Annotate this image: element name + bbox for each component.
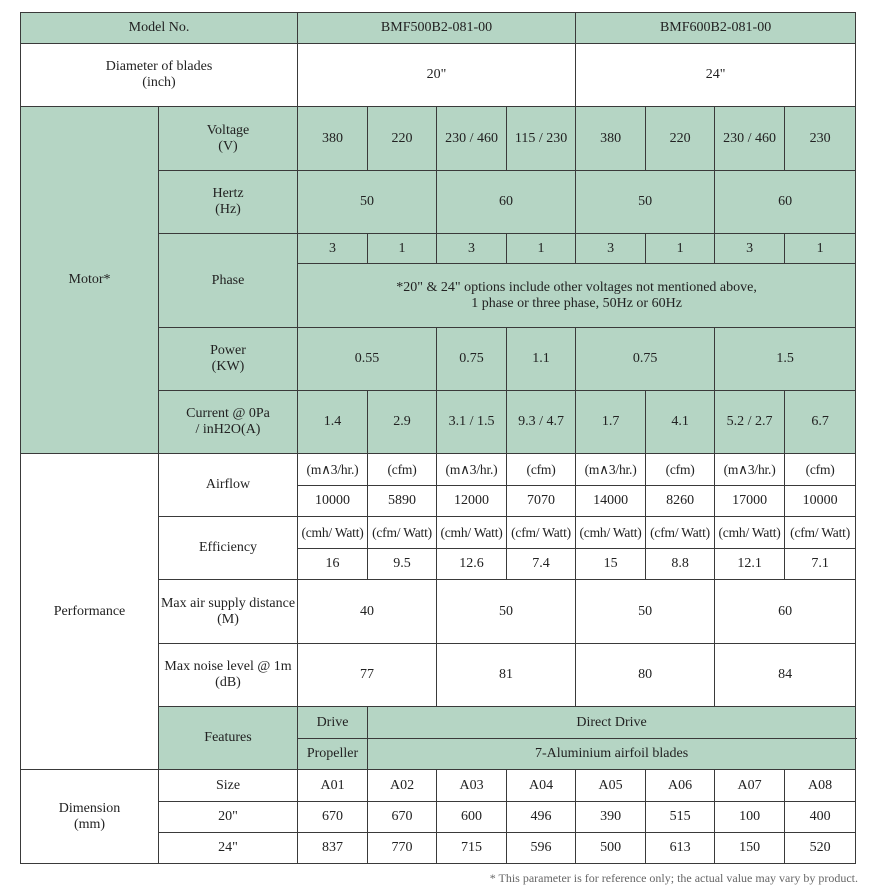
noise-label: Max noise level @ 1m (dB) [159,644,298,707]
dimension-value: 670 [368,802,437,833]
efficiency-unit: (cmh/ Watt) [298,517,368,549]
current-value: 3.1 / 1.5 [437,391,507,454]
phase-value: 1 [646,234,715,264]
efficiency-value: 12.6 [437,549,507,580]
current-label: Current @ 0Pa / inH2O(A) [159,391,298,454]
dimension-value: 150 [715,833,785,864]
hertz-value: 50 [298,171,437,234]
efficiency-unit: (cfm/ Watt) [785,517,856,549]
dimension-row-label: 24" [159,833,298,864]
model-label: Model No. [21,13,298,44]
airflow-unit: (m∧3/hr.) [576,454,646,486]
features-group-label: Features [159,707,298,770]
dimension-value: 390 [576,802,646,833]
airflow-unit: (m∧3/hr.) [437,454,507,486]
dimension-value: 596 [507,833,576,864]
airflow-unit: (cfm) [368,454,437,486]
dimension-value: 500 [576,833,646,864]
current-value: 9.3 / 4.7 [507,391,576,454]
size-code: A04 [507,770,576,802]
voltage-value: 230 [785,107,856,171]
size-label: Size [159,770,298,802]
efficiency-unit: (cfm/ Watt) [368,517,437,549]
phase-note: *20" & 24" options include other voltages not mentioned above, 1 phase or three phase, 50Hz or 60Hz [298,264,856,328]
airflow-value: 14000 [576,486,646,517]
voltage-value: 115 / 230 [507,107,576,171]
spec-table [20,12,856,864]
airflow-label: Airflow [159,454,298,517]
noise-value: 80 [576,644,715,707]
airflow-unit: (cfm) [646,454,715,486]
airflow-value: 7070 [507,486,576,517]
noise-value: 77 [298,644,437,707]
size-row [21,770,856,802]
voltage-value: 230 / 460 [437,107,507,171]
size-code: A03 [437,770,507,802]
performance-group-label: Performance [21,454,159,770]
power-label: Power (KW) [159,328,298,391]
power-value: 1.5 [715,328,856,391]
current-value: 6.7 [785,391,856,454]
efficiency-value: 8.8 [646,549,715,580]
efficiency-value: 16 [298,549,368,580]
efficiency-unit: (cmh/ Watt) [437,517,507,549]
airflow-unit: (m∧3/hr.) [298,454,368,486]
dimension-value: 715 [437,833,507,864]
voltage-value: 380 [298,107,368,171]
airflow-value: 10000 [298,486,368,517]
hertz-label: Hertz (Hz) [159,171,298,234]
phase-value: 1 [368,234,437,264]
drive-value: Direct Drive [368,707,856,739]
size-code: A01 [298,770,368,802]
distance-value: 60 [715,580,856,644]
size-code: A07 [715,770,785,802]
efficiency-value: 9.5 [368,549,437,580]
power-value: 0.75 [437,328,507,391]
dimension-value: 400 [785,802,856,833]
dimension-row-label: 20" [159,802,298,833]
hertz-value: 60 [715,171,856,234]
phase-value: 3 [576,234,646,264]
airflow-value: 8260 [646,486,715,517]
phase-value: 1 [785,234,856,264]
distance-value: 50 [437,580,576,644]
efficiency-value: 7.4 [507,549,576,580]
distance-label: Max air supply distance (M) [159,580,298,644]
airflow-value: 12000 [437,486,507,517]
model-600: BMF600B2-081-00 [576,13,856,44]
power-value: 0.55 [298,328,437,391]
dimension-value: 100 [715,802,785,833]
phase-value: 3 [298,234,368,264]
power-value: 0.75 [576,328,715,391]
voltage-label: Voltage (V) [159,107,298,171]
efficiency-value: 12.1 [715,549,785,580]
voltage-value: 220 [646,107,715,171]
phase-value: 3 [437,234,507,264]
size-code: A05 [576,770,646,802]
dimension-value: 600 [437,802,507,833]
current-value: 4.1 [646,391,715,454]
phase-label: Phase [159,234,298,328]
power-value: 1.1 [507,328,576,391]
distance-value: 40 [298,580,437,644]
model-row [21,13,856,44]
noise-value: 84 [715,644,856,707]
efficiency-unit: (cmh/ Watt) [576,517,646,549]
efficiency-unit: (cfm/ Watt) [507,517,576,549]
efficiency-label: Efficiency [159,517,298,580]
hertz-value: 50 [576,171,715,234]
dimension-value: 613 [646,833,715,864]
footnote: * This parameter is for reference only; the actual value may vary by product. [489,871,858,885]
propeller-label: Propeller [298,739,368,770]
efficiency-unit: (cmh/ Watt) [715,517,785,549]
dimension-value: 837 [298,833,368,864]
airflow-unit: (cfm) [507,454,576,486]
size-code: A08 [785,770,856,802]
airflow-value: 5890 [368,486,437,517]
size-code: A06 [646,770,715,802]
motor-group-label: Motor* [21,107,159,454]
airflow-value: 10000 [785,486,856,517]
diameter-row [21,44,856,107]
efficiency-value: 15 [576,549,646,580]
drive-label: Drive [298,707,368,739]
efficiency-unit: (cfm/ Watt) [646,517,715,549]
dimension-value: 670 [298,802,368,833]
dimension-value: 496 [507,802,576,833]
phase-value: 1 [507,234,576,264]
phase-value: 3 [715,234,785,264]
dimension-group-label: Dimension (mm) [21,770,159,864]
diameter-20: 20" [298,44,576,107]
current-value: 2.9 [368,391,437,454]
diameter-24: 24" [576,44,856,107]
voltage-value: 230 / 460 [715,107,785,171]
current-value: 5.2 / 2.7 [715,391,785,454]
current-value: 1.4 [298,391,368,454]
dimension-value: 520 [785,833,856,864]
dimension-value: 515 [646,802,715,833]
voltage-value: 380 [576,107,646,171]
airflow-value: 17000 [715,486,785,517]
distance-value: 50 [576,580,715,644]
current-value: 1.7 [576,391,646,454]
noise-value: 81 [437,644,576,707]
model-500: BMF500B2-081-00 [298,13,576,44]
diameter-label: Diameter of blades (inch) [21,44,298,107]
airflow-unit: (m∧3/hr.) [715,454,785,486]
dimension-value: 770 [368,833,437,864]
voltage-row [21,107,856,171]
propeller-value: 7-Aluminium airfoil blades [368,739,856,770]
airflow-unit: (cfm) [785,454,856,486]
hertz-value: 60 [437,171,576,234]
efficiency-value: 7.1 [785,549,856,580]
voltage-value: 220 [368,107,437,171]
airflow-unit-row [21,454,856,486]
size-code: A02 [368,770,437,802]
